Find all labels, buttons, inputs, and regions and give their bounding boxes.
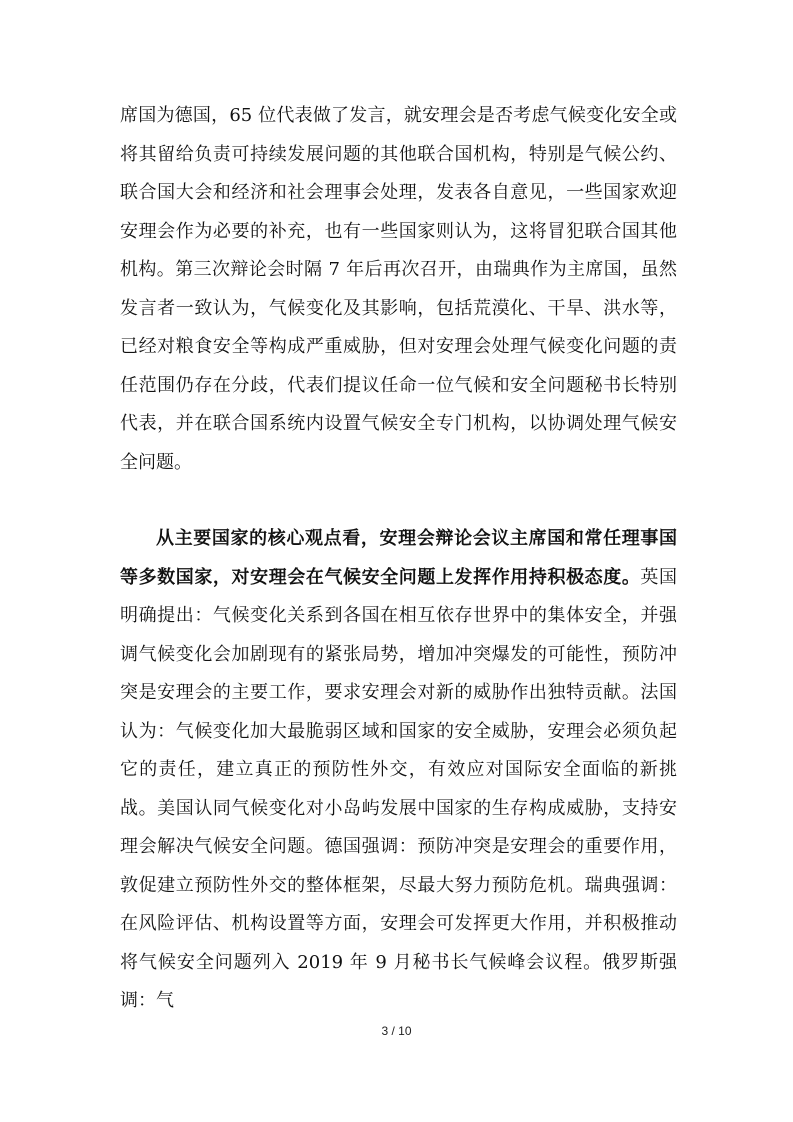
page-number: 3 / 10: [381, 1024, 412, 1038]
paragraph-body-text: 英国明确提出：气候变化关系到各国在相互依存世界中的集体安全，并强调气候变化会加剧现有的紧张局势，增加冲突爆发的可能性，预防冲突是安理会的主要工作，要求安理会对新的威胁作出独特贡献。法国认为：气候变化加大最脆弱区域和国家的安全威胁，安理会必须负起它的责任，建立真正的预防性外交，有效应对国际安全面临的新挑战。美国认同气候变化对小岛屿发展中国家的生存构成威胁，支持安理会解决气候安全问题。德国强调：预防冲突是安理会的重要作用，敦促建立预防性外交的整体框架，尽最大努力预防危机。瑞典强调：在风险评估、机构设置等方面，安理会可发挥更大作用，并积极推动将气候安全问题列入 2019 年 9 月秘书长气候峰会议程。俄罗斯强调：气: [120, 566, 678, 1011]
paragraph-climate-debates: 席国为德国，65 位代表做了发言，就安理会是否考虑气候变化安全或将其留给负责可持续发展问题的其他联合国机构，特别是气候公约、联合国大会和经济和社会理事会处理，发表各自意见，一些国家欢迎安理会作为必要的补充，也有一些国家则认为，这将冒犯联合国其他机构。第三次辩论会时隔 7 年后再次召开，由瑞典作为主席国，虽然发言者一致认为，气候变化及其影响，包括荒漠化、干旱、洪水等，已经对粮食安全等构成严重威胁，但对安理会处理气候变化问题的责任范围仍存在分歧，代表们提议任命一位气候和安全问题秘书长特别代表，并在联合国系统内设置气候安全专门机构，以协调处理气候安全问题。: [120, 105, 677, 473]
paragraph-bold-lead: 从主要国家的核心观点看，安理会辩论会议主席国和常任理事国等多数国家，对安理会在气候安全问题上发挥作用持积极态度。: [120, 528, 677, 588]
paragraph-country-positions: [120, 520, 677, 1021]
